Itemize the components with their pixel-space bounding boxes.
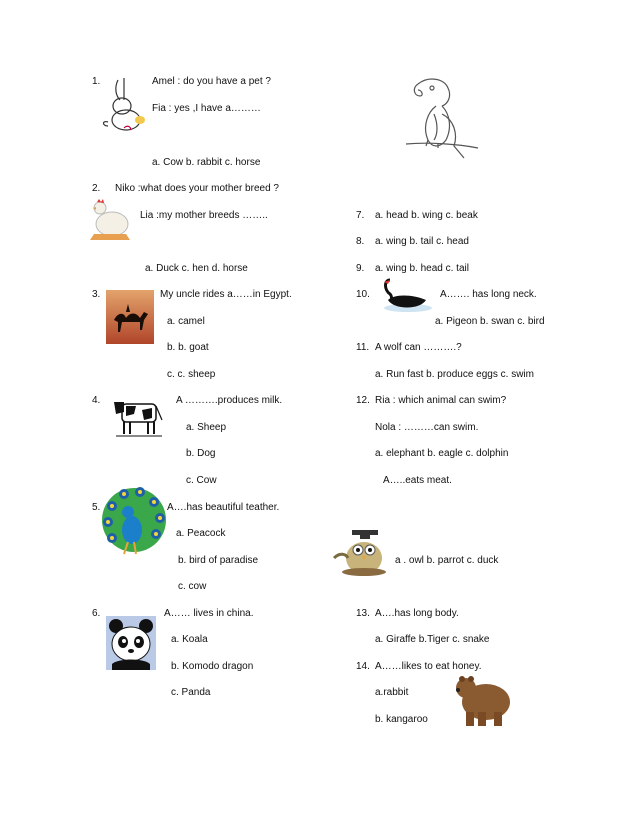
q13-options: a. Giraffe b.Tiger c. snake: [375, 634, 490, 645]
q10-number: 10.: [356, 289, 370, 300]
q1-options: a. Cow b. rabbit c. horse: [152, 157, 261, 168]
owl-options: a . owl b. parrot c. duck: [395, 555, 499, 566]
q10-question: A……. has long neck.: [440, 289, 537, 300]
panda-icon: [106, 616, 156, 670]
q11-question: A wolf can ……….?: [375, 342, 462, 353]
bear-icon: [452, 672, 512, 728]
q11-number: 11.: [356, 342, 370, 353]
q6-option-b: b. Komodo dragon: [171, 661, 254, 672]
q7-options: a. head b. wing c. beak: [375, 210, 478, 221]
rabbit-illustration: [100, 76, 152, 132]
q13-question: A….has long body.: [375, 608, 459, 619]
camel-icon: [106, 290, 154, 344]
q7-number: 7.: [356, 210, 365, 221]
parrot-icon: [398, 74, 484, 162]
q1-dialogue-line2: Fia : yes ,I have a………: [152, 103, 261, 114]
q6-number: 6.: [92, 608, 101, 619]
q8-number: 8.: [356, 236, 365, 247]
q4-option-a: a. Sheep: [186, 422, 227, 433]
owl-question: A…..eats meat.: [383, 475, 452, 486]
q14-option-b: b. kangaroo: [375, 714, 428, 725]
q4-question: A ……….produces milk.: [176, 395, 283, 406]
q9-options: a. wing b. head c. tail: [375, 263, 469, 274]
cow-icon: [110, 394, 166, 440]
q4-option-b: b. Dog: [186, 448, 216, 459]
q10-options: a. Pigeon b. swan c. bird: [435, 316, 545, 327]
q14-number: 14.: [356, 661, 370, 672]
q12-number: 12.: [356, 395, 370, 406]
q13-number: 13.: [356, 608, 370, 619]
owl-icon: [332, 528, 392, 578]
q5-option-c: c. cow: [178, 581, 207, 592]
peacock-illustration: [100, 486, 168, 558]
hen-illustration: [88, 194, 132, 242]
q5-option-a: a. Peacock: [176, 528, 226, 539]
q1-dialogue-line1: Amel : do you have a pet ?: [152, 76, 271, 87]
q14-option-a: a.rabbit: [375, 687, 409, 698]
q2-question: Niko :what does your mother breed ?: [115, 183, 279, 194]
q3-option-a: a. camel: [167, 316, 205, 327]
q2-answer: Lia :my mother breeds ……..: [140, 210, 268, 221]
cow-illustration: [110, 394, 166, 440]
q4-number: 4.: [92, 395, 101, 406]
q6-question: A…… lives in china.: [164, 608, 254, 619]
q14-question: A……likes to eat honey.: [375, 661, 482, 672]
q6-option-a: a. Koala: [171, 634, 208, 645]
q2-options: a. Duck c. hen d. horse: [145, 263, 248, 274]
q12-answer: Nola : ………can swim.: [375, 422, 479, 433]
q6-option-c: c. Panda: [171, 687, 211, 698]
q9-number: 9.: [356, 263, 365, 274]
q1-number: 1.: [92, 76, 101, 87]
q8-options: a. wing b. tail c. head: [375, 236, 469, 247]
hen-icon: [88, 194, 132, 242]
camel-illustration: [106, 290, 154, 344]
q3-option-b: b. b. goat: [167, 342, 209, 353]
q5-question: A….has beautiful teather.: [167, 502, 280, 513]
peacock-icon: [100, 486, 168, 558]
q12-question: Ria : which animal can swim?: [375, 395, 507, 406]
q2-number: 2.: [92, 183, 101, 194]
parrot-illustration: [398, 74, 484, 162]
q12-options: a. elephant b. eagle c. dolphin: [375, 448, 509, 459]
rabbit-icon: [100, 76, 152, 132]
q4-option-c: c. Cow: [186, 475, 217, 486]
owl-illustration: [332, 528, 392, 578]
swan-icon: [378, 276, 434, 314]
q5-option-b: b. bird of paradise: [178, 555, 259, 566]
swan-illustration: [378, 276, 434, 314]
q5-number: 5.: [92, 502, 101, 513]
q3-option-c: c. c. sheep: [167, 369, 216, 380]
q11-options: a. Run fast b. produce eggs c. swim: [375, 369, 534, 380]
q3-question: My uncle rides a……in Egypt.: [160, 289, 292, 300]
q3-number: 3.: [92, 289, 101, 300]
panda-illustration: [106, 616, 156, 670]
bear-illustration: [452, 672, 512, 728]
